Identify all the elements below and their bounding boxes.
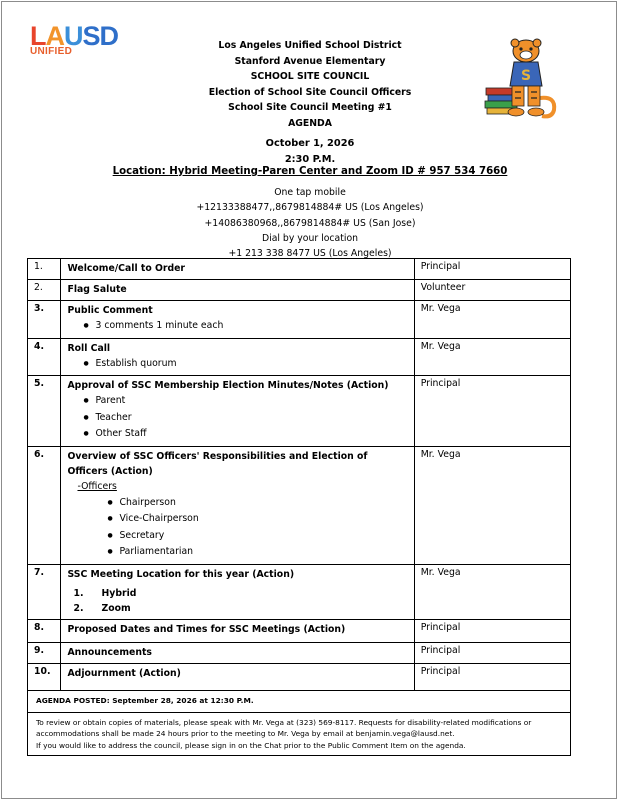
list-text: Zoom <box>101 602 131 614</box>
table-row <box>28 280 571 301</box>
item-cell <box>61 338 414 376</box>
item-number: 1. <box>28 259 61 280</box>
logo-subtitle: UNIFIED <box>30 46 73 57</box>
bullet-list <box>67 318 407 335</box>
council-name: SCHOOL SITE COUNCIL <box>250 71 370 82</box>
item-number: 6. <box>28 446 61 564</box>
public-comment-note: If you would like to address the council, please sign in on the Chat prior to the Public Comment Item on the agenda. <box>36 740 466 750</box>
item-title: Proposed Dates and Times for SSC Meetings (Action) <box>67 623 346 635</box>
item-presenter: Principal <box>414 376 570 447</box>
item-number: 3. <box>28 301 61 339</box>
school-name: Stanford Avenue Elementary <box>234 55 386 67</box>
logo-letter-a: A <box>45 21 64 51</box>
list-item: ● Establish quorum <box>95 356 407 373</box>
item-cell <box>61 259 414 280</box>
table-row <box>28 301 571 339</box>
item-title: Announcements <box>67 646 152 658</box>
dial-line: One tap mobile <box>274 187 346 198</box>
item-title: Adjournment (Action) <box>67 667 181 679</box>
meeting-location: Location: Hybrid Meeting-Paren Center and Zoom ID # 957 534 7660 <box>112 166 508 177</box>
list-number: 2. <box>73 602 84 614</box>
list-item: ● Parent <box>95 393 407 410</box>
bullet-list <box>67 356 407 373</box>
footer-notes <box>28 712 571 756</box>
item-cell <box>61 301 414 339</box>
item-number: 2. <box>28 280 61 301</box>
district-name: Los Angeles Unified School District <box>218 40 402 51</box>
item-cell <box>61 619 414 642</box>
item-cell <box>61 642 414 663</box>
numbered-list <box>67 586 407 616</box>
meeting-time: 2:30 P.M. <box>284 153 336 165</box>
table-row <box>28 619 571 642</box>
list-item: ● Parliamentarian <box>119 544 407 561</box>
meeting-date: October 1, 2026 <box>265 138 355 149</box>
lausd-logo <box>30 22 160 62</box>
dial-in-info <box>120 185 500 261</box>
table-row <box>28 712 571 756</box>
item-presenter: Volunteer <box>414 280 570 301</box>
table-row <box>28 663 571 690</box>
logo-letter-s: S <box>82 21 100 51</box>
table-row <box>28 338 571 376</box>
election-title: Election of School Site Council Officers <box>208 86 412 98</box>
agenda-posted: AGENDA POSTED: September 28, 2026 at 12:30 P.M. <box>28 690 571 712</box>
bullet-list <box>67 495 407 561</box>
item-presenter: Mr. Vega <box>414 564 570 619</box>
item-title: Approval of SSC Membership Election Minutes/Notes (Action) <box>67 380 389 391</box>
item-cell <box>61 663 414 690</box>
officers-subheader: -Officers <box>77 480 117 492</box>
item-cell <box>61 564 414 619</box>
bullet-list <box>67 393 407 443</box>
item-presenter: Principal <box>414 642 570 663</box>
list-text: Hybrid <box>101 587 137 599</box>
item-number: 10. <box>28 663 61 690</box>
agenda-table <box>27 258 571 756</box>
item-presenter: Principal <box>414 663 570 690</box>
list-item: ● Teacher <box>95 410 407 427</box>
dial-line: +14086380968,,8679814884# US (San Jose) <box>204 217 416 229</box>
dial-line: +12133388477,,8679814884# US (Los Angeles) <box>196 202 424 214</box>
list-item: ● 3 comments 1 minute each <box>95 318 407 335</box>
item-number: 4. <box>28 338 61 376</box>
logo-letter-u: U <box>64 21 83 51</box>
list-item <box>73 586 407 601</box>
item-number: 8. <box>28 619 61 642</box>
svg-text:S: S <box>520 68 532 84</box>
list-item: ● Secretary <box>119 528 407 545</box>
table-row <box>28 642 571 663</box>
item-title: Roll Call <box>67 342 111 354</box>
dial-line: +1 213 338 8477 US (Los Angeles) <box>228 248 392 260</box>
table-row <box>28 259 571 280</box>
dial-line: Dial by your location <box>261 232 359 244</box>
item-number: 5. <box>28 376 61 447</box>
accommodations-note: To review or obtain copies of materials, please speak with Mr. Vega at (323) 569-8117. Requests for disability-related modifications or accommodations shall be made 24 hours prior to the meeting to Mr. Vega by email at benjamin.vega@lausd.net. <box>36 717 532 738</box>
item-title: Public Comment <box>67 305 153 316</box>
item-presenter: Mr. Vega <box>414 338 570 376</box>
item-presenter: Principal <box>414 619 570 642</box>
meeting-datetime <box>150 136 470 167</box>
item-title: Welcome/Call to Order <box>67 263 185 274</box>
item-cell <box>61 376 414 447</box>
table-row <box>28 446 571 564</box>
item-title: SSC Meeting Location for this year (Action) <box>67 568 295 580</box>
item-number: 9. <box>28 642 61 663</box>
item-presenter: Mr. Vega <box>414 301 570 339</box>
agenda-heading: AGENDA <box>288 117 332 129</box>
list-item: ● Chairperson <box>119 495 407 512</box>
item-cell <box>61 280 414 301</box>
list-item: ● Vice-Chairperson <box>119 511 407 528</box>
item-cell <box>61 446 414 564</box>
tiger-mascot-icon <box>482 38 562 122</box>
item-title: Flag Salute <box>67 284 127 295</box>
logo-letter-l: L <box>30 21 46 51</box>
list-item: ● Other Staff <box>95 426 407 443</box>
item-number: 7. <box>28 564 61 619</box>
list-number: 1. <box>73 587 84 599</box>
item-presenter: Principal <box>414 259 570 280</box>
list-item <box>73 601 407 616</box>
table-row <box>28 690 571 712</box>
logo-letter-d: D <box>99 21 119 51</box>
item-title: Overview of SSC Officers' Responsibilities and Election of Officers (Action) <box>67 450 368 477</box>
meeting-title: School Site Council Meeting #1 <box>228 102 392 113</box>
item-presenter: Mr. Vega <box>414 446 570 564</box>
document-header <box>150 38 470 131</box>
table-row <box>28 376 571 447</box>
table-row <box>28 564 571 619</box>
